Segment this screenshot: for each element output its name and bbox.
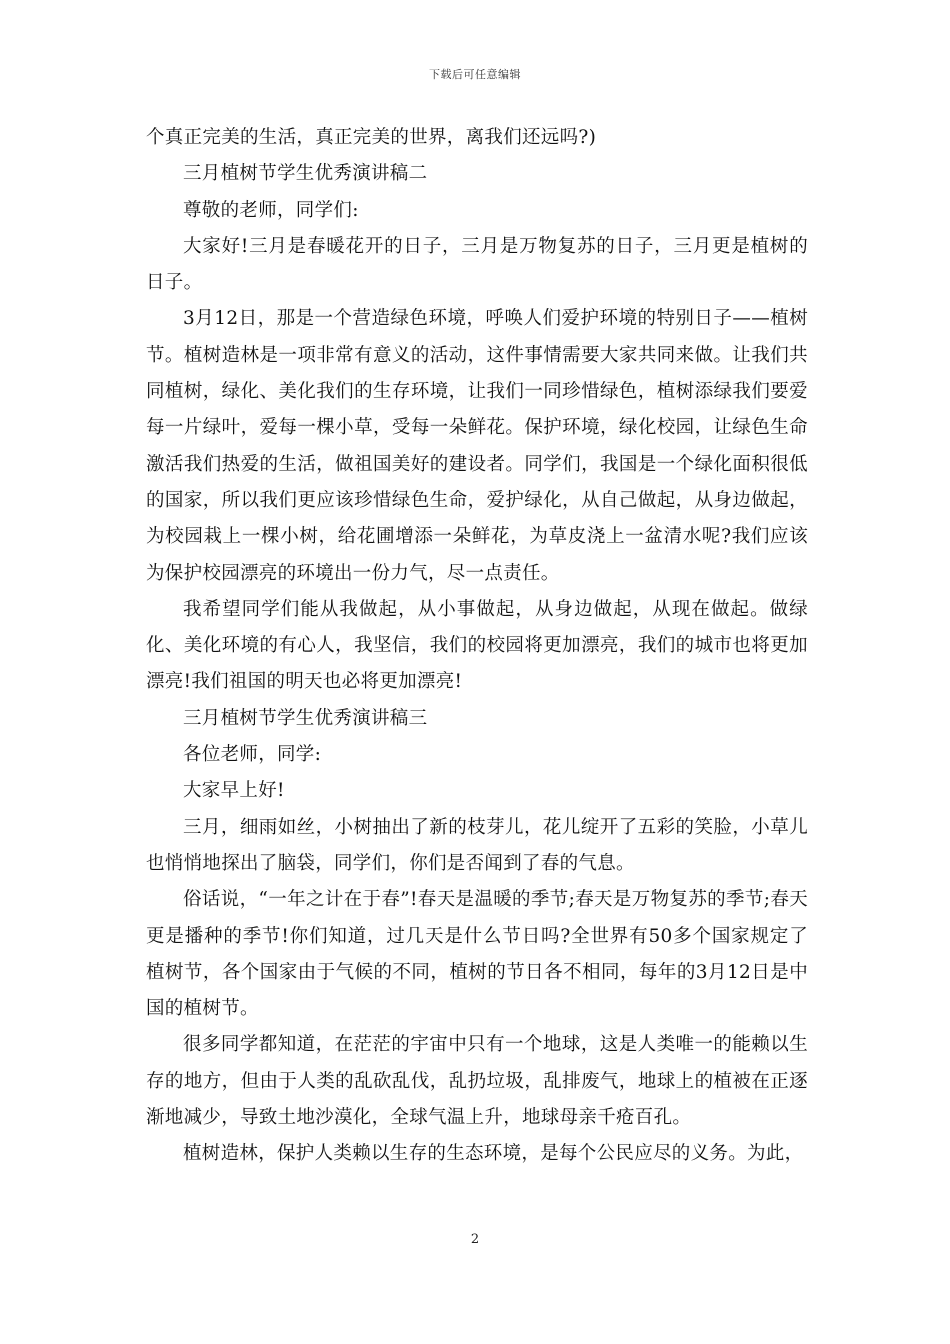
paragraph: 三月，细雨如丝，小树抽出了新的枝芽儿，花儿绽开了五彩的笑脸，小草儿也悄悄地探出了脑袋，同学们，你们是否闻到了春的气息。 bbox=[146, 816, 808, 874]
salutation: 尊敬的老师，同学们: bbox=[183, 199, 359, 221]
paragraph: 很多同学都知道，在茫茫的宇宙中只有一个地球，这是人类唯一的能赖以生存的地方，但由于人类的乱砍乱伐，乱扔垃圾，乱排废气，地球上的植被在正逐渐地减少，导致土地沙漠化，全球气温上升，地球母亲千疮百孔。 bbox=[146, 1034, 808, 1129]
paragraph: 我希望同学们能从我做起，从小事做起，从身边做起，从现在做起。做绿化、美化环境的有心人，我坚信，我们的校园将更加漂亮，我们的城市也将更加漂亮!我们祖国的明天也必将更加漂亮! bbox=[146, 598, 808, 693]
page-header-note: 下载后可任意编辑 bbox=[429, 68, 521, 81]
paragraph: 植树造林，保护人类赖以生存的生态环境，是每个公民应尽的义务。为此， bbox=[183, 1143, 804, 1165]
paragraph: 3月12日，那是一个营造绿色环境，呼唤人们爱护环境的特别日子——植树节。植树造林是一项非常有意义的活动，这件事情需要大家共同来做。让我们共同植树，绿化、美化我们的生存环境，让我们一同珍惜绿色，植树添绿我们要爱每一片绿叶，爱每一棵小草，受每一朵鲜花。保护环境，绿化校园，让绿色生命激活我们热爱的生活，做祖国美好的建设者。同学们，我国是一个绿化面积很低的国家，所以我们更应该珍惜绿色生命，爱护绿化，从自己做起，从身边做起，为校园栽上一棵小树，给花圃增添一朵鲜花，为草皮浇上一盆清水呢?我们应该为保护校园漂亮的环境出一份力气，尽一点责任。 bbox=[146, 308, 808, 584]
salutation: 各位老师，同学: bbox=[183, 744, 322, 766]
section-title: 三月植树节学生优秀演讲稿二 bbox=[183, 163, 428, 185]
paragraph: 俗话说，“一年之计在于春”!春天是温暖的季节;春天是万物复苏的季节;春天更是播种的季节!你们知道，过几天是什么节日吗?全世界有50多个国家规定了植树节，各个国家由于气候的不同，植树的节日各不相同，每年的3月12日是中国的植树节。 bbox=[146, 889, 808, 1020]
paragraph: 个真正完美的生活，真正完美的世界，离我们还远吗?) bbox=[146, 127, 597, 148]
greeting: 大家早上好! bbox=[183, 780, 285, 802]
page-number: 2 bbox=[470, 1232, 480, 1247]
document-body bbox=[146, 120, 808, 1173]
section-title: 三月植树节学生优秀演讲稿三 bbox=[183, 707, 428, 729]
paragraph: 大家好!三月是春暖花开的日子，三月是万物复苏的日子，三月更是植树的日子。 bbox=[146, 235, 808, 294]
